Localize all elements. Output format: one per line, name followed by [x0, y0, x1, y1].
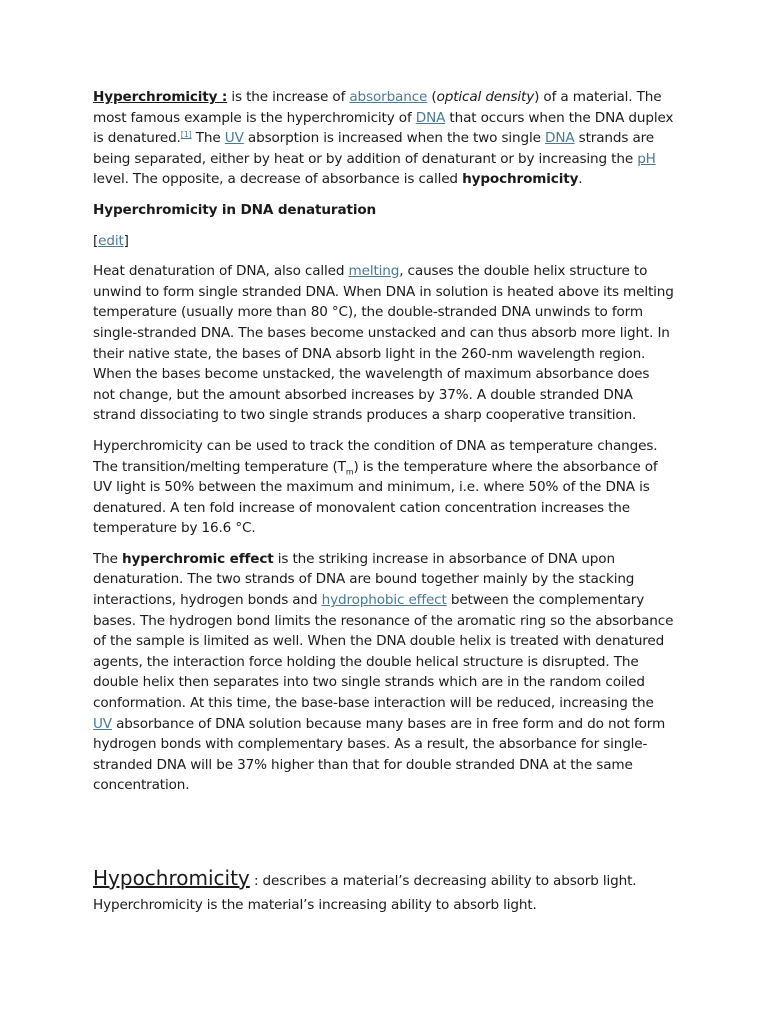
- edit-link[interactable]: edit: [98, 232, 124, 249]
- link-uv[interactable]: UV: [224, 130, 244, 147]
- hyperchromic-effect-paragraph: The hyperchromic effect is the striking increase in absorbance of DNA upon denaturation. The two strands of DNA are bound together mainly by the stacking interactions, hydrogen bonds and hydrophobic effect between the complementary bases. The hydrogen bond limits the resonance of the aromatic ring so the absorbance of the sample is limited as well. When the DNA double helix is treated with denatured agents, the interaction force holding the double helical structure is disrupted. The double helix then separates into two single strands which are in the random coiled conformation. At this time, the base-base interaction will be reduced, increasing the UV absorbance of DNA solution because many bases are in free form and do not form hydrogen bonds with complementary bases. As a result, the absorbance for single-stranded DNA will be 37% higher than that for double stranded DNA at the same concentration.: [93, 550, 674, 794]
- link-uv-2[interactable]: UV: [93, 715, 112, 732]
- hypochromicity-description: : describes a material’s decreasing ability to absorb light. Hyperchromicity is the material’s increasing ability to absorb light.: [93, 873, 637, 913]
- section-heading: Hyperchromicity in DNA denaturation: [93, 201, 377, 218]
- link-melting[interactable]: melting: [348, 263, 400, 280]
- term-hyperchromicity: Hyperchromicity :: [93, 89, 228, 105]
- link-dna-2[interactable]: DNA: [545, 130, 575, 147]
- reference-1-link[interactable]: [1]: [180, 130, 192, 140]
- optical-density-text: optical density: [436, 89, 535, 105]
- edit-line: [edit]: [93, 232, 129, 249]
- link-absorbance[interactable]: absorbance: [349, 89, 428, 105]
- tracking-paragraph: Hyperchromicity can be used to track the condition of DNA as temperature changes. The transition/melting temperature $(T_m)$ is the temperature where the absorbance of UV light is 50% between the maximum and minimum, i.e. where 50% of the DNA is denatured. A ten fold increase of monovalent cation concentration increases the temperature by 16.6 °C.: [93, 437, 658, 537]
- melting-subscript: m: [345, 467, 354, 477]
- hypochromicity-section: [93, 866, 675, 917]
- link-ph[interactable]: pH: [637, 150, 656, 167]
- term-hyperchromic-effect: hyperchromic effect: [122, 550, 274, 567]
- link-hydrophobic-effect[interactable]: hydrophobic effect: [321, 592, 447, 609]
- document-body: [93, 87, 675, 806]
- link-dna[interactable]: DNA: [415, 109, 446, 126]
- denaturation-paragraph: Heat denaturation of DNA, also called melting, causes the double helix structure to unwind to form single stranded DNA. When DNA in solution is heated above its melting temperature (usually more than 80 °C), the double-stranded DNA unwinds to form single-stranded DNA. The bases become unstacked and can thus absorb more light. In their native state, the bases of DNA absorb light in the 260-nm wavelength region. When the bases become unstacked, the wavelength of maximum absorbance does not change, but the amount absorbed increases by 37%. A double stranded DNA strand dissociating to two single strands produces a sharp cooperative transition.: [93, 263, 674, 424]
- intro-paragraph: Hyperchromicity : is the increase of absorbance (optical density) of a material. The most famous example is the hyperchromicity of DNA that occurs when the DNA duplex is denatured.[1] The UV absorption is increased when the two single DNA strands are being separated, either by heat or by addition of denaturant or by increasing the pH level. The opposite, a decrease of absorbance is called hypochromicity.: [93, 89, 674, 188]
- term-hypochromicity-bold: hypochromicity: [462, 171, 579, 188]
- term-hypochromicity: Hypochromicity: [93, 866, 250, 890]
